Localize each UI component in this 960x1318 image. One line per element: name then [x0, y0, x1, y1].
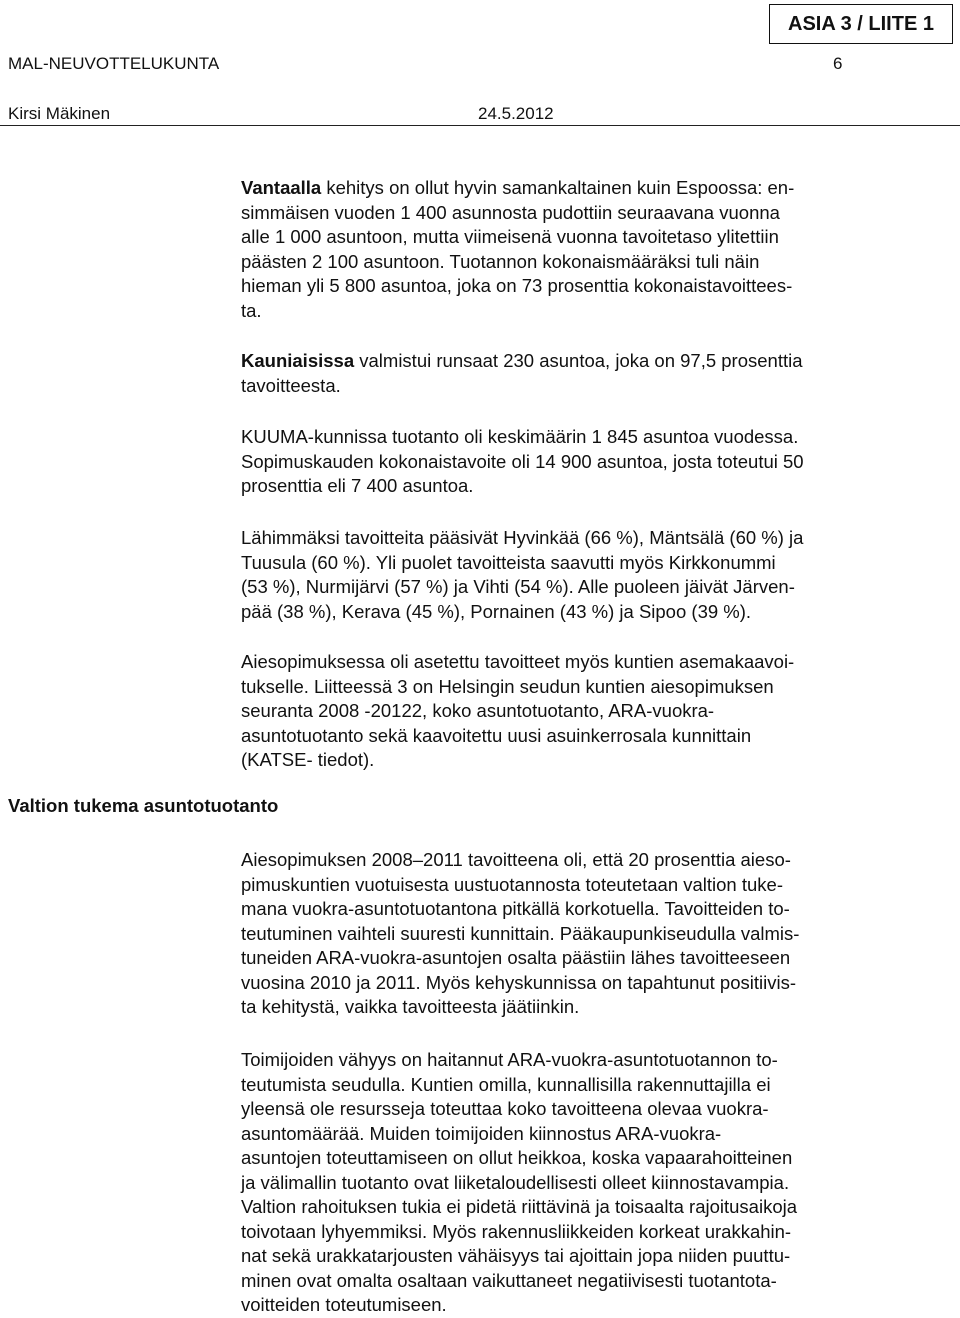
paragraph-line: yleensä ole resursseja toteuttaa koko tavoitteena olevaa vuokra-: [241, 1098, 769, 1119]
paragraph-line: vuosina 2010 ja 2011. Myös kehyskunnissa on tapahtunut positiivis-: [241, 971, 796, 993]
paragraph-text: kehitys on ollut hyvin samankaltainen kuin Espoossa: en-: [321, 177, 795, 198]
paragraph-line: ja välimallin tuotanto ovat liiketaloudellisesti olleet kiinnostavampia.: [241, 1171, 790, 1193]
paragraph-line: [241, 349, 956, 374]
paragraph-line: Tuusula (60 %). Yli puolet tavoitteista saavutti myös Kirkkonummi: [241, 551, 776, 573]
paragraph-line: pimuskuntien vuotuisesta uustuotannosta toteutetaan valtion tuke-: [241, 873, 783, 895]
paragraph-line: tukselle. Liitteessä 3 on Helsingin seudun kuntien aiesopimuksen: [241, 675, 774, 697]
paragraph-line: simmäisen vuoden 1 400 asunnosta pudottiin seuraavana vuonna: [241, 201, 780, 223]
paragraph-line: mana vuokra-asuntotuotantona pitkällä korkotuella. Tavoitteiden to-: [241, 898, 790, 919]
paragraph-line: tavoitteesta.: [241, 374, 341, 396]
paragraph-line: seuranta 2008 -20122, koko asuntotuotanto, ARA-vuokra-: [241, 700, 715, 721]
paragraph-line: asuntotuotanto sekä kaavoitettu uusi asuinkerrosala kunnittain: [241, 724, 752, 746]
paragraph-line: Lähimmäksi tavoitteita pääsivät Hyvinkää (66 %), Mäntsälä (60 %) ja: [241, 527, 804, 548]
paragraph-line: Valtion rahoituksen tukia ei pidetä riittävinä ja toisaalta rajoitusaikoja: [241, 1196, 798, 1217]
paragraph-line: tuneiden ARA-vuokra-asuntojen osalta päästiin lähes tavoitteeseen: [241, 947, 791, 968]
header-page-number: 6: [833, 54, 843, 73]
paragraph-vantaa: [241, 176, 956, 323]
paragraph-kauniainen: [241, 349, 956, 398]
paragraph-line: Toimijoiden vähyys on haitannut ARA-vuokra-asuntotuotannon to-: [241, 1049, 778, 1070]
appendix-stamp: ASIA 3 / LIITE 1: [769, 4, 953, 44]
header-author: Kirsi Mäkinen: [8, 104, 111, 123]
paragraph-zoning: [241, 650, 956, 773]
paragraph-line: Aiesopimuksen 2008–2011 tavoitteena oli, että 20 prosenttia aieso-: [241, 849, 791, 870]
header-date: 24.5.2012: [478, 104, 554, 123]
paragraph-line: Sopimuskauden kokonaistavoite oli 14 900 asuntoa, josta toteutui 50: [241, 450, 804, 472]
paragraph-line: päästen 2 100 asuntoon. Tuotannon kokonaismääräksi tuli näin: [241, 250, 760, 272]
paragraph-line: asuntomäärää. Muiden toimijoiden kiinnostus ARA-vuokra-: [241, 1122, 722, 1144]
paragraph-line: (53 %), Nurmijärvi (57 %) ja Vihti (54 %). Alle puoleen jäivät Järven-: [241, 576, 795, 597]
paragraph-lead: Kauniaisissa: [241, 350, 355, 371]
paragraph-text: valmistui runsaat 230 asuntoa, joka on 97,5 prosenttia: [354, 350, 803, 371]
paragraph-line: teutuminen vaihteli suuresti kunnittain. Pääkaupunkiseudulla valmis-: [241, 922, 800, 944]
paragraph-line: hieman yli 5 800 asuntoa, joka on 73 prosenttia kokonaistavoittees-: [241, 275, 793, 296]
paragraph-line: asuntojen toteuttamiseen on ollut heikkoa, koska vapaarahoitteinen: [241, 1147, 793, 1168]
paragraph-line: KUUMA-kunnissa tuotanto oli keskimäärin 1 845 asuntoa vuodessa.: [241, 426, 799, 447]
paragraph-line: teutumista seudulla. Kuntien omilla, kunnallisilla rakennuttajilla ei: [241, 1073, 771, 1095]
paragraph-line: Aiesopimuksessa oli asetettu tavoitteet myös kuntien asemakaavoi-: [241, 651, 795, 672]
paragraph-line: voitteiden toteutumiseen.: [241, 1294, 447, 1315]
paragraph-actors: [241, 1048, 956, 1318]
header-organization: MAL-NEUVOTTELUKUNTA: [8, 54, 220, 73]
paragraph-lead: Vantaalla: [241, 177, 322, 198]
paragraph-line: pää (38 %), Kerava (45 %), Pornainen (43 %) ja Sipoo (39 %).: [241, 600, 752, 622]
paragraph-line: alle 1 000 asuntoon, mutta viimeisenä vuonna tavoitetaso ylitettiin: [241, 226, 779, 247]
paragraph-line: minen ovat omalta osaltaan vaikuttaneet negatiivisesti tuotantota-: [241, 1269, 777, 1291]
paragraph-state-supported: [241, 848, 956, 1020]
paragraph-targets: [241, 526, 956, 624]
section-heading: Valtion tukema asuntotuotanto: [8, 795, 279, 816]
paragraph-line: nat sekä urakkatarjousten vähäisyys tai ajoittain jopa niiden puuttu-: [241, 1245, 791, 1266]
paragraph-kuuma: [241, 425, 956, 499]
paragraph-line: (KATSE- tiedot).: [241, 749, 375, 770]
paragraph-line: ta kehitystä, vaikka tavoitteesta jäätiinkin.: [241, 996, 580, 1017]
paragraph-line: prosenttia eli 7 400 asuntoa.: [241, 475, 474, 496]
paragraph-line: toivotaan lyhyemmiksi. Myös rakennusliikkeiden korkeat urakkahin-: [241, 1220, 792, 1242]
paragraph-line: ta.: [241, 299, 262, 321]
paragraph-line: [241, 176, 956, 201]
header-divider: [0, 125, 960, 126]
